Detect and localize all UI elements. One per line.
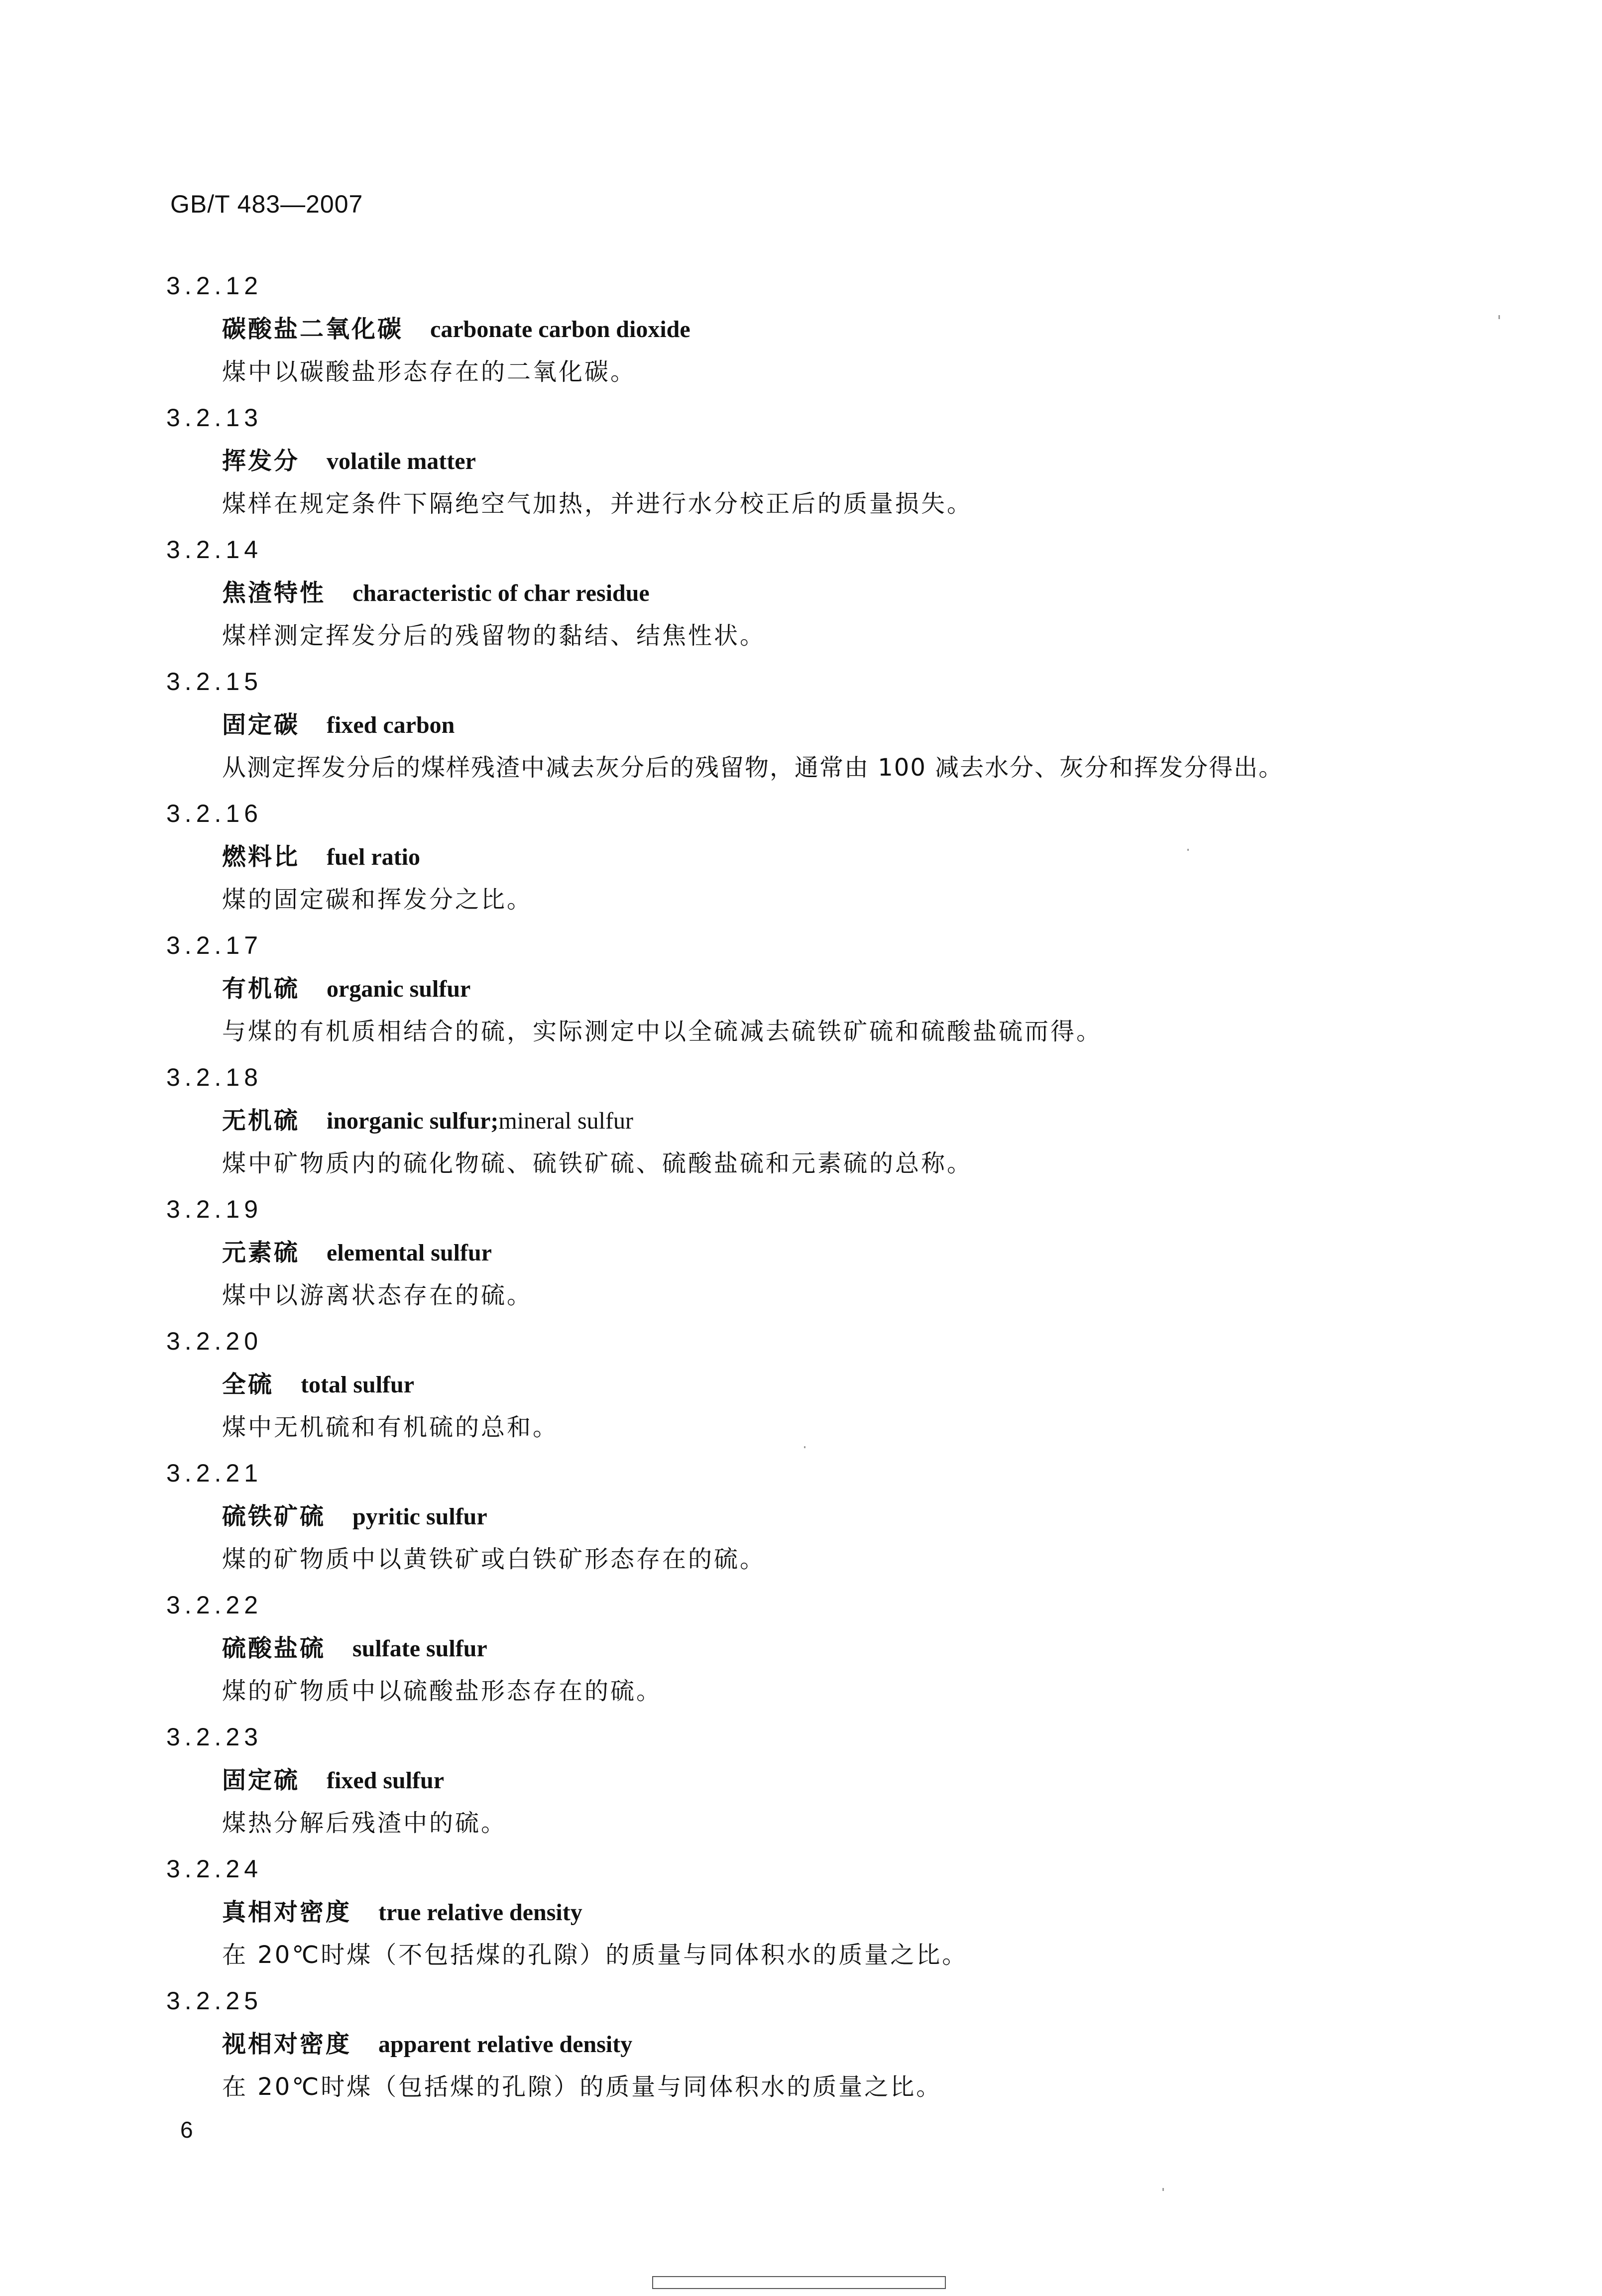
term-name-en: volatile matter <box>327 448 476 474</box>
term-name-zh: 无机硫 <box>222 1107 300 1135</box>
term-entry <box>0 1719 1602 1850</box>
term-definition: 煤中以游离状态存在的硫。 <box>222 1281 533 1309</box>
term-definition: 在 20℃时煤（不包括煤的孔隙）的质量与同体积水的质量之比。 <box>222 1941 968 1969</box>
term-heading <box>222 1241 492 1265</box>
term-definition: 煤样在规定条件下隔绝空气加热，并进行水分校正后的质量损失。 <box>222 490 973 518</box>
term-definition: 煤样测定挥发分后的残留物的黏结、结焦性状。 <box>222 622 766 650</box>
term-heading <box>222 581 650 605</box>
term-name-en: true relative density <box>378 1899 582 1926</box>
term-list <box>0 267 1602 2114</box>
term-entry <box>0 663 1602 795</box>
term-name-zh: 固定硫 <box>222 1766 300 1794</box>
term-name-en: total sulfur <box>301 1372 415 1398</box>
term-name-zh: 有机硫 <box>222 975 300 1003</box>
term-heading <box>222 845 420 869</box>
term-entry <box>0 795 1602 927</box>
term-definition: 煤中无机硫和有机硫的总和。 <box>222 1413 559 1441</box>
term-heading <box>222 1504 487 1529</box>
term-entry <box>0 1059 1602 1191</box>
term-entry <box>0 531 1602 663</box>
term-name-en-alternate: mineral sulfur <box>498 1108 633 1134</box>
term-number: 3.2.21 <box>166 1459 263 1487</box>
page-number: 6 <box>180 2117 193 2143</box>
term-number: 3.2.19 <box>166 1195 263 1223</box>
term-name-en: fuel ratio <box>327 844 420 870</box>
term-number: 3.2.23 <box>166 1723 263 1751</box>
term-name-en: fixed carbon <box>327 712 455 738</box>
term-heading <box>222 977 470 1001</box>
scan-speck <box>1498 315 1500 319</box>
term-number: 3.2.12 <box>166 272 263 300</box>
term-entry <box>0 1587 1602 1719</box>
term-name-zh: 硫酸盐硫 <box>222 1634 326 1662</box>
scan-speck <box>804 1446 805 1448</box>
term-name-zh: 全硫 <box>222 1371 274 1398</box>
term-name-zh: 挥发分 <box>222 447 300 475</box>
term-entry <box>0 399 1602 531</box>
scan-speck <box>1162 2188 1164 2191</box>
term-name-en: carbonate carbon dioxide <box>430 316 690 343</box>
term-entry <box>0 1850 1602 1982</box>
term-number: 3.2.24 <box>166 1855 263 1883</box>
term-heading <box>222 713 455 737</box>
term-name-zh: 元素硫 <box>222 1239 300 1266</box>
term-heading <box>222 1900 582 1925</box>
term-heading <box>222 449 476 473</box>
term-definition: 从测定挥发分后的煤样残渣中减去灰分后的残留物，通常由 100 减去水分、灰分和挥发分得出。 <box>222 754 1284 782</box>
term-definition: 煤热分解后残渣中的硫。 <box>222 1809 507 1837</box>
term-number: 3.2.14 <box>166 536 263 564</box>
term-heading <box>222 1373 414 1397</box>
term-name-en: fixed sulfur <box>327 1767 445 1794</box>
term-definition: 煤的矿物质中以黄铁矿或白铁矿形态存在的硫。 <box>222 1545 766 1573</box>
term-definition: 煤的固定碳和挥发分之比。 <box>222 886 533 914</box>
term-name-zh: 真相对密度 <box>222 1898 352 1926</box>
term-name-en: elemental sulfur <box>327 1240 492 1266</box>
scan-footer-stamp <box>652 2276 946 2289</box>
term-number: 3.2.18 <box>166 1063 263 1091</box>
term-entry <box>0 1455 1602 1587</box>
term-number: 3.2.25 <box>166 1987 263 2015</box>
term-name-zh: 硫铁矿硫 <box>222 1502 326 1530</box>
term-name-en: inorganic sulfur; <box>327 1108 499 1134</box>
term-number: 3.2.15 <box>166 668 263 695</box>
term-number: 3.2.20 <box>166 1327 263 1355</box>
term-name-zh: 碳酸盐二氧化碳 <box>222 315 404 343</box>
standard-code: GB/T 483—2007 <box>170 190 363 218</box>
term-definition: 煤中以碳酸盐形态存在的二氧化碳。 <box>222 358 637 386</box>
term-entry <box>0 267 1602 399</box>
term-number: 3.2.16 <box>166 800 263 827</box>
term-heading <box>222 317 690 342</box>
term-heading <box>222 1109 633 1133</box>
term-name-en: characteristic of char residue <box>352 580 650 606</box>
term-number: 3.2.22 <box>166 1591 263 1619</box>
term-name-en: pyritic sulfur <box>352 1503 487 1530</box>
term-heading <box>222 2032 632 2057</box>
term-definition: 煤中矿物质内的硫化物硫、硫铁矿硫、硫酸盐硫和元素硫的总称。 <box>222 1149 973 1177</box>
term-entry <box>0 927 1602 1059</box>
scan-speck <box>1187 849 1189 851</box>
term-definition: 煤的矿物质中以硫酸盐形态存在的硫。 <box>222 1677 663 1705</box>
term-definition: 与煤的有机质相结合的硫，实际测定中以全硫减去硫铁矿硫和硫酸盐硫而得。 <box>222 1018 1103 1045</box>
term-name-en: sulfate sulfur <box>352 1635 487 1662</box>
term-name-zh: 燃料比 <box>222 843 300 871</box>
term-heading <box>222 1768 444 1793</box>
term-name-zh: 视相对密度 <box>222 2030 352 2058</box>
term-name-en: apparent relative density <box>378 2031 633 2058</box>
term-name-zh: 焦渣特性 <box>222 579 326 607</box>
term-number: 3.2.17 <box>166 931 263 959</box>
term-name-en: organic sulfur <box>327 976 471 1002</box>
term-name-zh: 固定碳 <box>222 711 300 739</box>
term-entry <box>0 1982 1602 2114</box>
term-definition: 在 20℃时煤（包括煤的孔隙）的质量与同体积水的质量之比。 <box>222 2073 942 2101</box>
term-number: 3.2.13 <box>166 404 263 432</box>
term-heading <box>222 1636 487 1661</box>
term-entry <box>0 1323 1602 1455</box>
term-entry <box>0 1191 1602 1323</box>
